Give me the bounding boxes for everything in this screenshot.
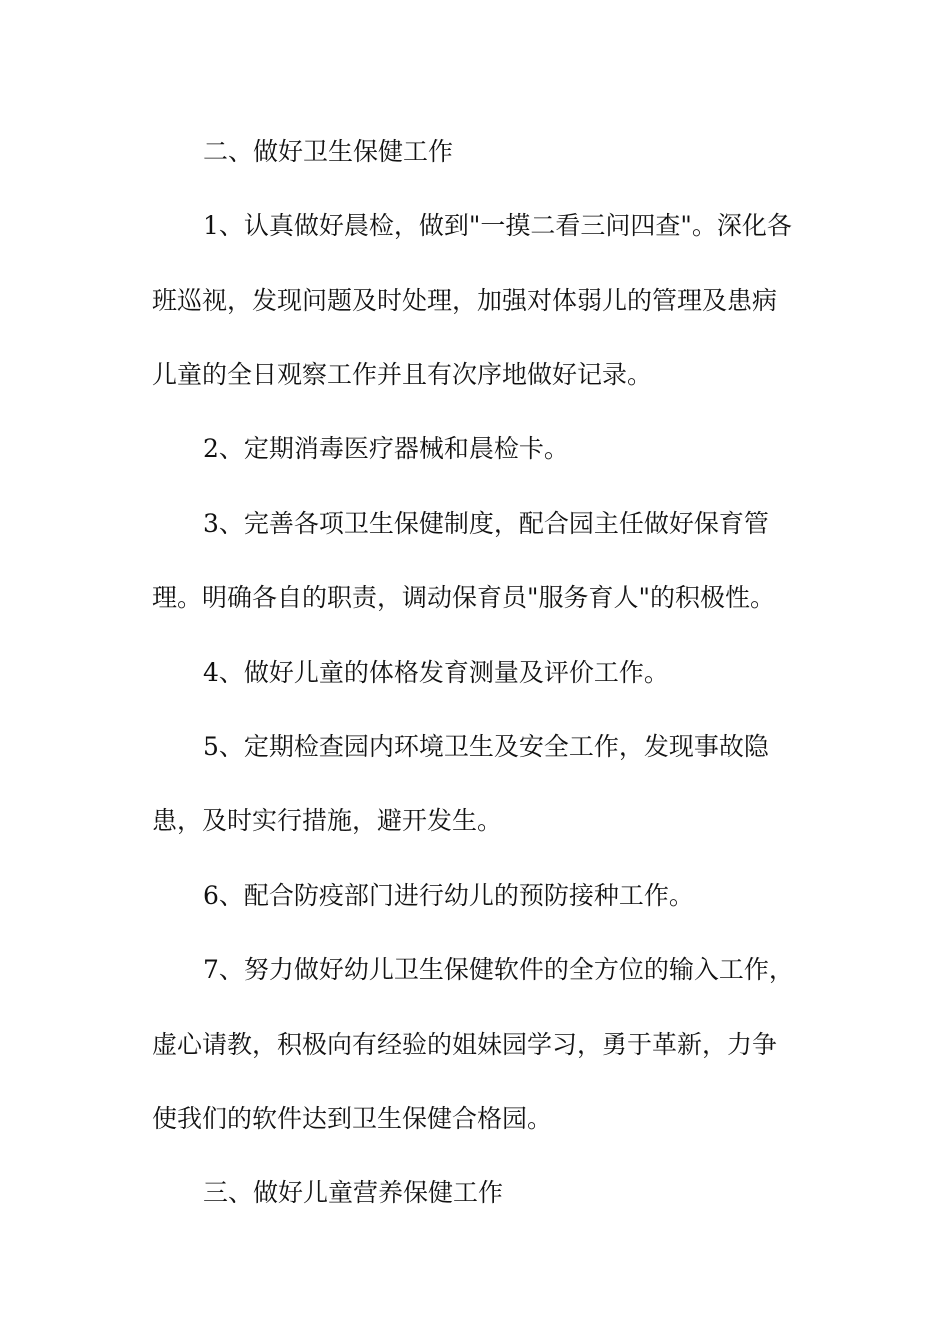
- paragraph-line: 3、完善各项卫生保健制度，配合园主任做好保育管: [203, 509, 769, 538]
- paragraph-line: 理。明确各自的职责，调动保育员"服务育人"的积极性。: [152, 583, 776, 612]
- paragraph-line: 5、定期检查园内环境卫生及安全工作，发现事故隐: [203, 732, 769, 761]
- paragraph-line: 6、配合防疫部门进行幼儿的预防接种工作。: [203, 881, 694, 910]
- paragraph-line: 2、定期消毒医疗器械和晨检卡。: [203, 434, 569, 463]
- section-heading-2: 二、做好卫生保健工作: [203, 137, 454, 166]
- paragraph-line: 1、认真做好晨检，做到"一摸二看三问四查"。深化各: [203, 211, 792, 240]
- paragraph-line: 4、做好儿童的体格发育测量及评价工作。: [203, 658, 669, 687]
- paragraph-line: 患，及时实行措施，避开发生。: [152, 806, 503, 835]
- paragraph-line: 班巡视，发现问题及时处理，加强对体弱儿的管理及患病: [152, 286, 778, 315]
- section-heading-3: 三、做好儿童营养保健工作: [203, 1178, 504, 1207]
- paragraph-line: 儿童的全日观察工作并且有次序地做好记录。: [152, 360, 653, 389]
- paragraph-line: 7、努力做好幼儿卫生保健软件的全方位的输入工作，: [203, 955, 794, 984]
- paragraph-line: 使我们的软件达到卫生保健合格园。: [152, 1104, 553, 1133]
- paragraph-line: 虚心请教，积极向有经验的姐妹园学习，勇于革新，力争: [152, 1030, 778, 1059]
